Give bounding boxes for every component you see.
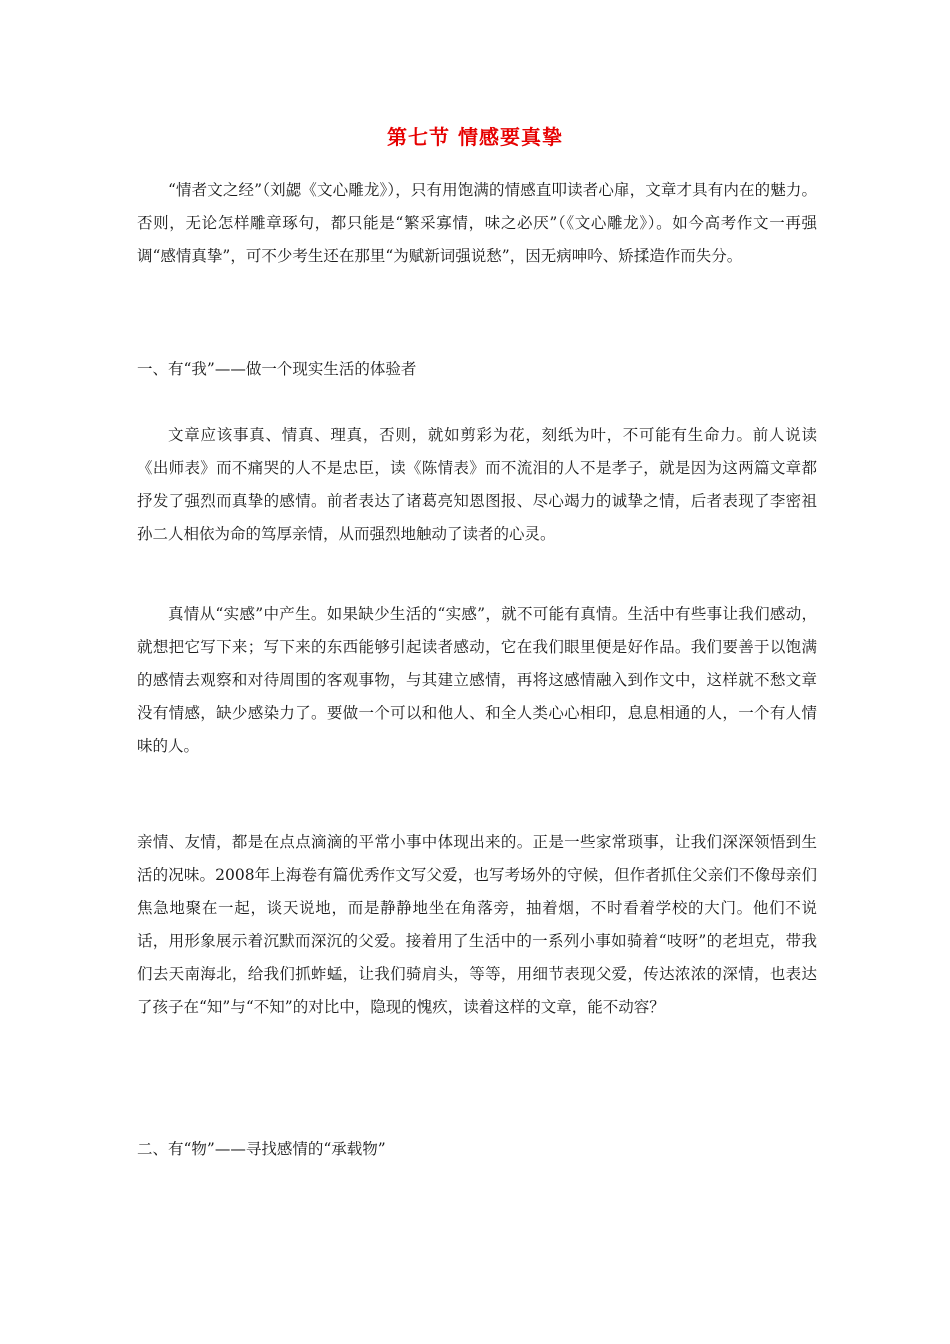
- section2-heading: 二、有“物”——寻找感情的“承载物”: [137, 1140, 386, 1158]
- section1-paragraph-3: 亲情、友情，都是在点点滴滴的平常小事中体现出来的。正是一些家常琐事，让我们深深领悟到生活的况味。2008年上海卷有篇优秀作文写父爱，也写考场外的守候，但作者抓住父亲们不像母亲们焦急地聚在一起，谈天说地，而是静静地坐在角落旁，抽着烟，不时看着学校的大门。他们不说话，用形象展示着沉默而深沉的父爱。接着用了生活中的一系列小事如骑着“吱呀”的老坦克，带我们去天南海北，给我们抓蚱蜢，让我们骑肩头，等等，用细节表现父爱，传达浓浓的深情，也表达了孩子在“知”与“不知”的对比中，隐现的愧疚，读着这样的文章，能不动容？: [137, 833, 817, 1016]
- intro-paragraph: “情者文之经”（刘勰《文心雕龙》），只有用饱满的情感直叩读者心扉，文章才具有内在的魅力。否则，无论怎样雕章琢句，都只能是“繁采寡情，味之必厌”（《文心雕龙》）。如今高考作文一再强调“感情真挚”，可不少考生还在那里“为赋新词强说愁”，因无病呻吟、矫揉造作而失分。: [137, 181, 817, 265]
- page-title: 第七节 情感要真挚: [387, 125, 563, 149]
- section1-paragraph-1: 文章应该事真、情真、理真，否则，就如剪彩为花，刻纸为叶，不可能有生命力。前人说读《出师表》而不痛哭的人不是忠臣，读《陈情表》而不流泪的人不是孝子，就是因为这两篇文章都抒发了强烈而真挚的感情。前者表达了诸葛亮知恩图报、尽心竭力的诚挚之情，后者表现了李密祖孙二人相依为命的笃厚亲情，从而强烈地触动了读者的心灵。: [137, 426, 817, 543]
- section1-paragraph-2: 真情从“实感”中产生。如果缺少生活的“实感”，就不可能有真情。生活中有些事让我们感动，就想把它写下来；写下来的东西能够引起读者感动，它在我们眼里便是好作品。我们要善于以饱满的感情去观察和对待周围的客观事物，与其建立感情，再将这感情融入到作文中，这样就不愁文章没有情感，缺少感染力了。要做一个可以和他人、和全人类心心相印，息息相通的人，一个有人情味的人。: [137, 605, 817, 755]
- section1-heading: 一、有“我”——做一个现实生活的体验者: [137, 360, 417, 378]
